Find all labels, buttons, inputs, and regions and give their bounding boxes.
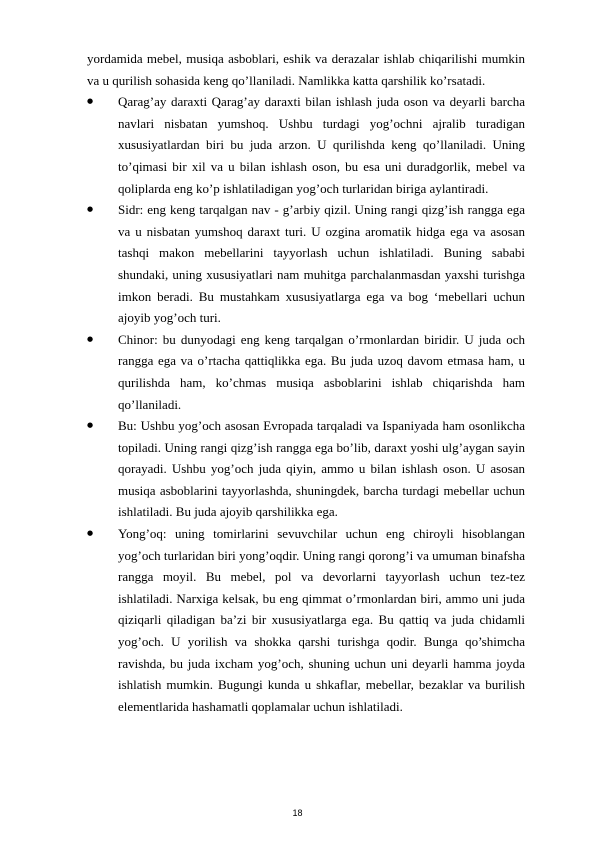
list-item-text: Bu: Ushbu yog’och asosan Evropada tarqaladi va Ispaniyada ham osonlikcha topiladi. Uning rangi qizg’ish rangga ega bo’lib, daraxt yoshi ulg’aygan sayin qorayadi. Ushbu yog’och juda qiyin, ammo u bilan ishlash oson. U asosan musiqa asboblarini tayyorlashda, shuningdek, barcha turdagi mebellar uchun ishlatiladi. Bu juda ajoyib qarshilikka ega. [118, 418, 525, 520]
bullet-dot-icon: ● [87, 205, 94, 214]
list-item-beech [87, 415, 525, 523]
list-item-maple [87, 329, 525, 415]
intro-paragraph: yordamida mebel, musiqa asboblari, eshik va derazalar ishlab chiqarilishi mumkin va u qurilish sohasida keng qo’llaniladi. Namlikka katta qarshilik ko’rsatadi. [87, 51, 525, 88]
list-item-text: Sidr: eng keng tarqalgan nav - g’arbiy qizil. Uning rangi qizg’ish rangga ega va u nisbatan yumshoq daraxt turi. U ozgina aromatik hidga ega va asosan tashqi makon mebellarini tayyorlash uchun ishlatiladi. Buning sababi shundaki, uning xususiyatlari nam muhitga parchalanmasdan yaxshi turishga imkon beradi. Bu mustahkam xususiyatlarga ega va bog ‘mebellari uchun ajoyib yog’och turi. [118, 202, 525, 326]
list-item-walnut [87, 523, 525, 717]
list-item-cedar [87, 199, 525, 329]
page-number: 18 [292, 808, 303, 818]
bullet-dot-icon: ● [87, 529, 94, 538]
bullet-dot-icon: ● [87, 97, 94, 106]
bullet-dot-icon: ● [87, 421, 94, 430]
list-item-text: Yong’oq: uning tomirlarini sevuvchilar uchun eng chiroyli hisoblangan yog’och turlaridan biri yong’oqdir. Uning rangi qorong’i va umuman binafsha rangga moyil. Bu mebel, pol va devorlarni tayyorlash uchun tez-tez ishlatiladi. Narxiga kelsak, bu eng qimmat o’rmonlardan biri, ammo uni juda qiziqarli qiladigan ba’zi bir xususiyatlarga ega. Bu qattiq va juda chidamli yog’och. U yorilish va shokka qarshi turishga qodir. Bunga qo’shimcha ravishda, bu juda ixcham yog’och, shuning uchun uni deyarli hamma joyda ishlatish mumkin. Bugungi kunda u shkaflar, mebellar, bezaklar va burilish elementlarida hashamatli qoplamalar uchun ishlatiladi. [118, 526, 525, 714]
document-body [87, 48, 525, 717]
bullet-dot-icon: ● [87, 334, 94, 343]
list-item-text: Chinor: bu dunyodagi eng keng tarqalgan o’rmonlardan biridir. U juda och rangga ega va o’rtacha qattiqlikka ega. Bu juda uzoq davom etmasa ham, u qurilishda ham, ko’chmas musiqa asboblarini ishlab chiqarishda ham qo’llaniladi. [118, 331, 525, 412]
list-item-pine [87, 91, 525, 199]
list-item-text: Qarag’ay daraxti Qarag’ay daraxti bilan ishlash juda oson va deyarli barcha navlari nisbatan yumshoq. Ushbu turdagi yog’ochni ajralib turadigan xususiyatlardan biri bu juda arzon. U qurilishda keng qo’llaniladi. Uning to’qimasi bir xil va u bilan ishlash oson, bu esa uni duradgorlik, mebel va qoliplarda eng ko’p ishlatiladigan yog’och turlaridan biriga aylantiradi. [118, 94, 525, 196]
